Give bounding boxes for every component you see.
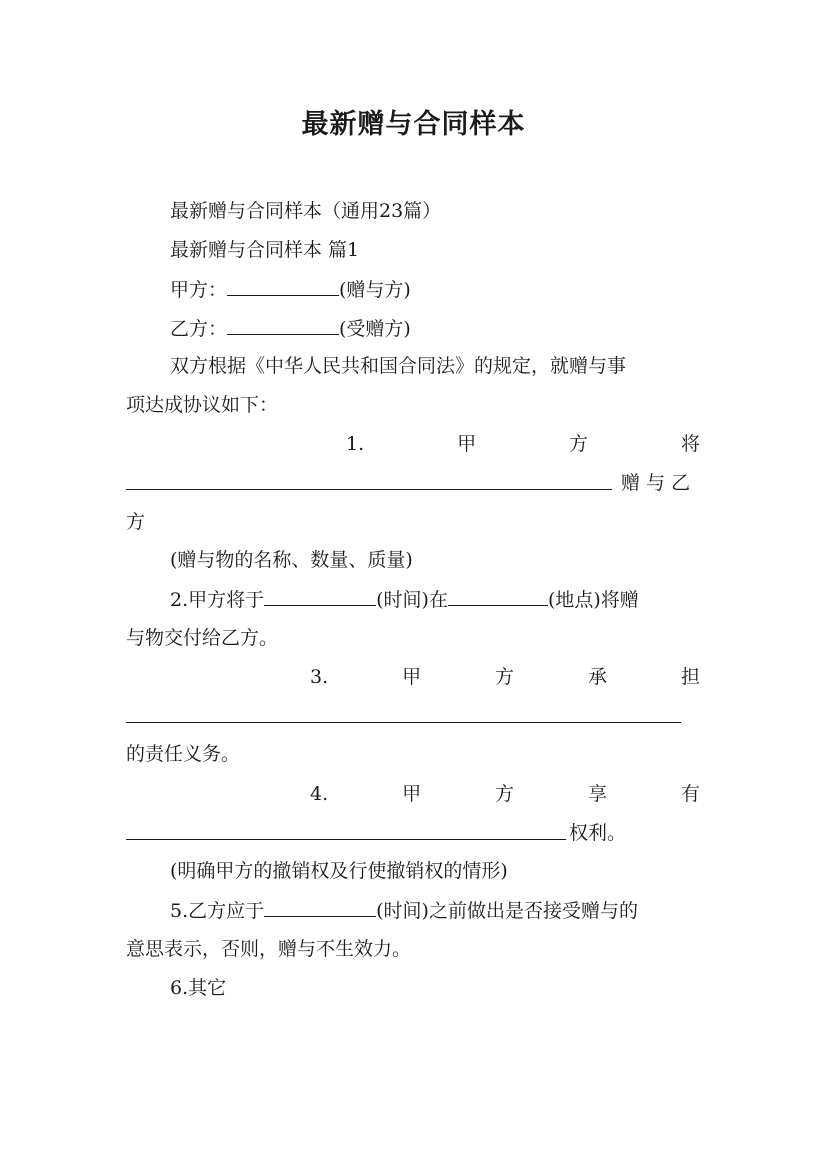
party-b-label: 乙方： bbox=[170, 318, 228, 340]
party-a-label: 甲方： bbox=[170, 279, 228, 301]
clause-4-blank bbox=[126, 839, 566, 840]
clause-1-num: 1. bbox=[346, 433, 365, 455]
clause-3-blank bbox=[126, 722, 681, 723]
clause-3-word-2: 方 bbox=[495, 666, 515, 688]
party-b-line bbox=[170, 316, 411, 341]
clause-4-word-3: 享 bbox=[587, 783, 607, 805]
clause-4-tail: 权利。 bbox=[569, 822, 627, 844]
intro-line-1: 双方根据《中华人民共和国合同法》的规定，就赠与事 bbox=[170, 355, 627, 377]
clause-4-word-4: 有 bbox=[680, 783, 700, 805]
clause-2-place: (地点)将赠 bbox=[547, 589, 639, 611]
party-a-line bbox=[170, 277, 411, 302]
clause-4-line-1 bbox=[310, 782, 700, 806]
party-a-role: (赠与方) bbox=[339, 279, 411, 301]
clause-1-line-1 bbox=[346, 432, 700, 456]
clause-2-line-1 bbox=[170, 587, 639, 612]
clause-2-time-blank bbox=[264, 587, 376, 606]
clause-1-word-3: 将 bbox=[680, 433, 700, 455]
clause-5-time-blank bbox=[264, 898, 376, 917]
section-heading: 最新赠与合同样本 篇1 bbox=[170, 239, 360, 261]
clause-3-word-3: 承 bbox=[587, 666, 607, 688]
party-b-role: (受赠方) bbox=[339, 318, 411, 340]
clause-3-line-2: 的责任义务。 bbox=[126, 743, 241, 765]
clause-4-word-1: 甲 bbox=[402, 783, 422, 805]
clause-5-line-1 bbox=[170, 898, 638, 923]
clause-5-line-2: 意思表示，否则，赠与不生效力。 bbox=[126, 938, 412, 960]
clause-3-num: 3. bbox=[310, 666, 329, 688]
clause-2-line-2: 与物交付给乙方。 bbox=[126, 627, 279, 649]
document-title: 最新赠与合同样本 bbox=[301, 109, 526, 140]
clause-1-word-2: 方 bbox=[569, 433, 589, 455]
party-b-blank bbox=[227, 316, 339, 335]
clause-1-wrap: 方 bbox=[126, 511, 146, 533]
clause-3-line-1 bbox=[310, 665, 700, 689]
clause-2-place-blank bbox=[448, 587, 548, 606]
clause-4-note: (明确甲方的撤销权及行使撤销权的情形) bbox=[170, 860, 508, 882]
clause-4-word-2: 方 bbox=[495, 783, 515, 805]
party-a-blank bbox=[227, 277, 339, 296]
clause-6: 6.其它 bbox=[170, 977, 227, 999]
clause-4-num: 4. bbox=[310, 783, 329, 805]
clause-3-word-1: 甲 bbox=[402, 666, 422, 688]
document-subtitle: 最新赠与合同样本（通用23篇） bbox=[170, 200, 442, 222]
clause-5-prefix: 5.乙方应于 bbox=[170, 900, 265, 922]
clause-1-blank bbox=[126, 489, 612, 490]
clause-2-time: (时间)在 bbox=[376, 589, 448, 611]
clause-1-word-1: 甲 bbox=[457, 433, 477, 455]
clause-5-rest: (时间)之前做出是否接受赠与的 bbox=[376, 900, 638, 922]
clause-1-note: (赠与物的名称、数量、质量) bbox=[170, 549, 413, 571]
clause-1-tail: 赠 与 乙 bbox=[621, 472, 691, 494]
intro-line-2: 项达成协议如下： bbox=[126, 394, 279, 416]
clause-3-word-4: 担 bbox=[680, 666, 700, 688]
clause-2-prefix: 2.甲方将于 bbox=[170, 589, 265, 611]
